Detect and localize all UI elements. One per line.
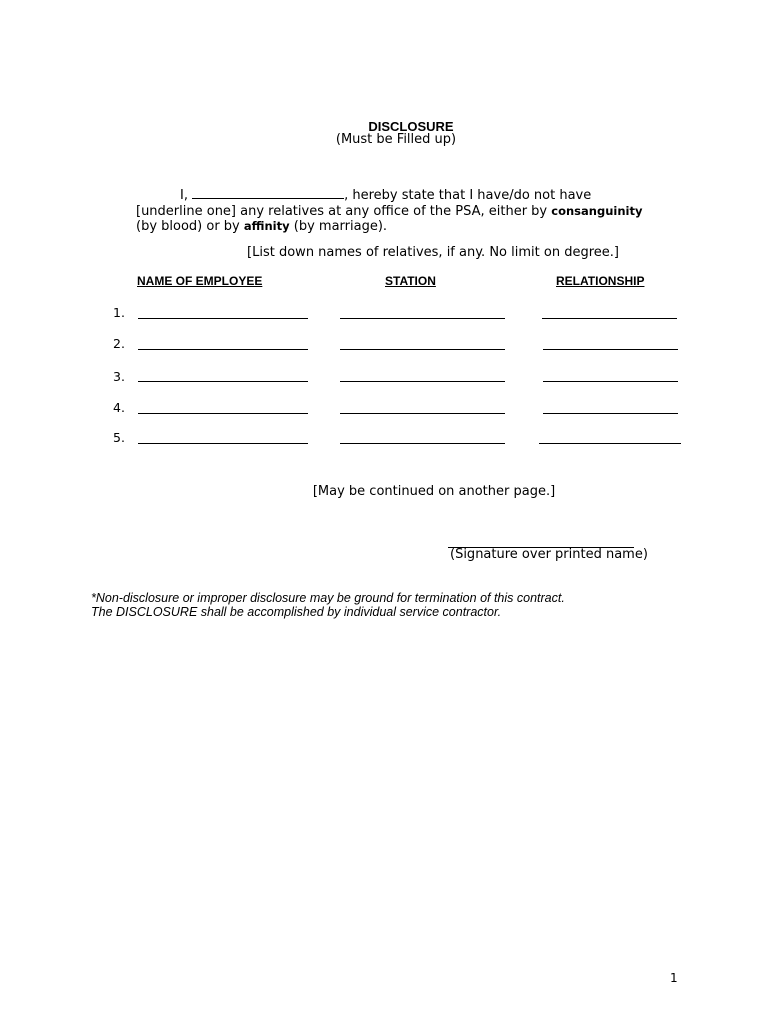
column-header-name: NAME OF EMPLOYEE — [137, 274, 263, 288]
relationship-blank[interactable] — [543, 413, 678, 414]
relationship-blank[interactable] — [543, 349, 678, 350]
statement-text: (by marriage). — [293, 219, 388, 234]
document-title: DISCLOSURE — [368, 119, 454, 134]
row-number: 3. — [113, 369, 125, 384]
row-number: 5. — [113, 430, 125, 445]
page-number: 1 — [670, 971, 678, 985]
row-number: 4. — [113, 400, 125, 415]
employee-name-blank[interactable] — [138, 318, 308, 319]
document-subtitle: (Must be Filled up) — [335, 132, 457, 147]
affinity-term: affinity — [243, 219, 290, 233]
statement-text: [underline one] any relatives at any office of the PSA, either by — [136, 203, 548, 219]
relationship-blank[interactable] — [543, 381, 678, 382]
statement-text: , hereby state that I have/do not have — [344, 188, 592, 203]
station-blank[interactable] — [340, 413, 505, 414]
name-blank-line[interactable] — [192, 187, 344, 199]
statement-text: (by blood) or by — [136, 219, 240, 234]
instruction-text: [List down names of relatives, if any. No limit on degree.] — [247, 245, 619, 260]
station-blank[interactable] — [340, 443, 505, 444]
statement-line-2 — [136, 204, 678, 220]
relationship-blank[interactable] — [542, 318, 677, 319]
consanguinity-term: consanguinity — [551, 203, 643, 218]
footnote-nondisclosure: *Non-disclosure or improper disclosure may be ground for termination of this contract. — [91, 591, 565, 605]
disclosure-statement — [136, 187, 678, 235]
station-blank[interactable] — [340, 349, 505, 350]
column-header-relationship: RELATIONSHIP — [556, 274, 645, 288]
signature-label: (Signature over printed name) — [450, 547, 648, 562]
row-number: 2. — [113, 336, 125, 351]
statement-line-3 — [136, 219, 678, 235]
station-blank[interactable] — [340, 381, 505, 382]
employee-name-blank[interactable] — [138, 349, 308, 350]
employee-name-blank[interactable] — [138, 413, 308, 414]
employee-name-blank[interactable] — [138, 381, 308, 382]
statement-word-i: I, , hereby state that I have/do not have — [180, 188, 592, 203]
employee-name-blank[interactable] — [138, 443, 308, 444]
footnote-accomplishment: The DISCLOSURE shall be accomplished by individual service contractor. — [91, 605, 502, 619]
statement-line-1 — [136, 187, 678, 204]
station-blank[interactable] — [340, 318, 505, 319]
column-header-station: STATION — [385, 274, 436, 288]
row-number: 1. — [113, 305, 125, 320]
relationship-blank[interactable] — [539, 443, 681, 444]
continued-note: [May be continued on another page.] — [312, 484, 556, 499]
